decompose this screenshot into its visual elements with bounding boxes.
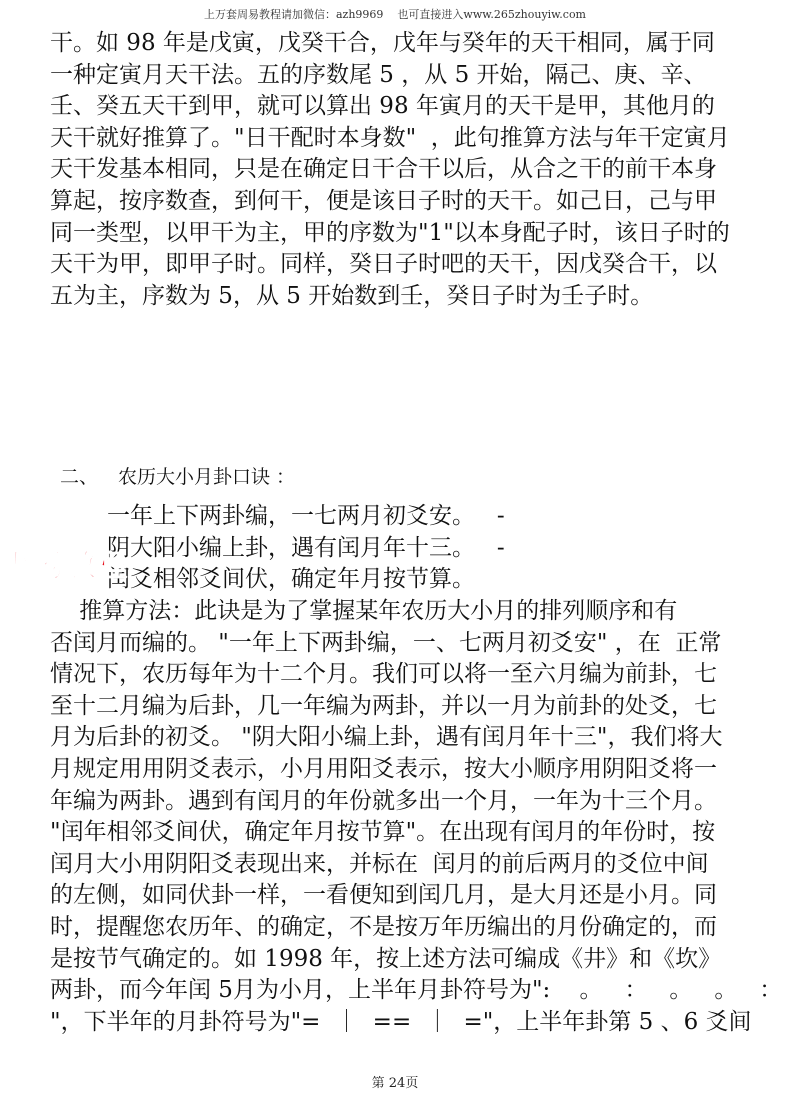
section-number: 二、 bbox=[60, 466, 99, 488]
verse-block: 一年上下两卦编，一七两月初爻安。 - 阴大阳小编上卦，遇有闰月年十三。 - 闰爻相邻爻间伏，确定年月按节算。 bbox=[107, 503, 505, 593]
section-title: 农历大小月卦口诀 ： bbox=[118, 466, 296, 488]
watermark-logo: 九易教程 bbox=[4, 549, 128, 584]
section-heading bbox=[60, 463, 295, 491]
explanation-paragraph: 推算方法：此诀是为了掌握某年农历大小月的排列顺序和有 否闰月而编的。 "一年上下两卦编，一、七两月初爻安" ，在 正常 情况下，农历每年为十二个月。我们可以将一至六月编为前卦，七 至十二月编为后卦，几一年编为两卦，并以一月为前卦的处爻，七 月为后卦的初爻。 "阴大阳小编上卦，遇有闰月年十三"，我们将大 月规定用用阴爻表示，小月用阳爻表示，按大小顺序用阴阳爻将一 年编为两卦。遇到有闰月的年份就多出一个月，一年为十三个月。 "闰年相邻爻间伏，确定年月按节算"。在出现有闰月的年份时，按 闰月大小用阴阳爻表现出来，并标在 闰月的前后两月的爻位中间 的左侧，如同伏卦一样，一看便知到闰几月，是大月还是小月。同 时，提醒您农历年、的确定，不是按万年历编出的月份确定的，而 是按节气确定的。如 1998 年，按上述方法可编成《井》和《坎》 两卦，而今年闰 5月为小月，上半年月卦符号为": 。 ： 。 。 ： "，下半年的月卦符号为"= ｜ == ｜ ="，上半年卦第 5 、6 爻间 bbox=[50, 598, 783, 1035]
page-number: 第 24页 bbox=[371, 1076, 419, 1091]
page-header: 上万套周易教程请加微信：azh9969 也可直接进入www.265zhouyiw.com bbox=[204, 8, 586, 21]
body-paragraph: 干。如 98 年是戊寅，戊癸干合，戊年与癸年的天干相同，属于同 一种定寅月天干法。五的序数尾 5 ，从 5 开始，隔己、庚、辛、 壬、癸五天干到甲，就可以算出 98 年寅月的天干是甲，其他月的 天干就好推算了。"日干配时本身数" ，此句推算方法与年干定寅月 天干发基本相同，只是在确定日干合干以后，从合之干的前干本身 算起，按序数查，到何干，便是该日子时的天干。如己日，己与甲 同一类型，以甲干为主，甲的序数为"1"以本身配子时，该日子时的 天干为甲，即甲子时。同样，癸日子时吧的天干，因戊癸合干，以 五为主，序数为 5，从 5 开始数到壬，癸日子时为壬子时。 bbox=[50, 30, 730, 309]
